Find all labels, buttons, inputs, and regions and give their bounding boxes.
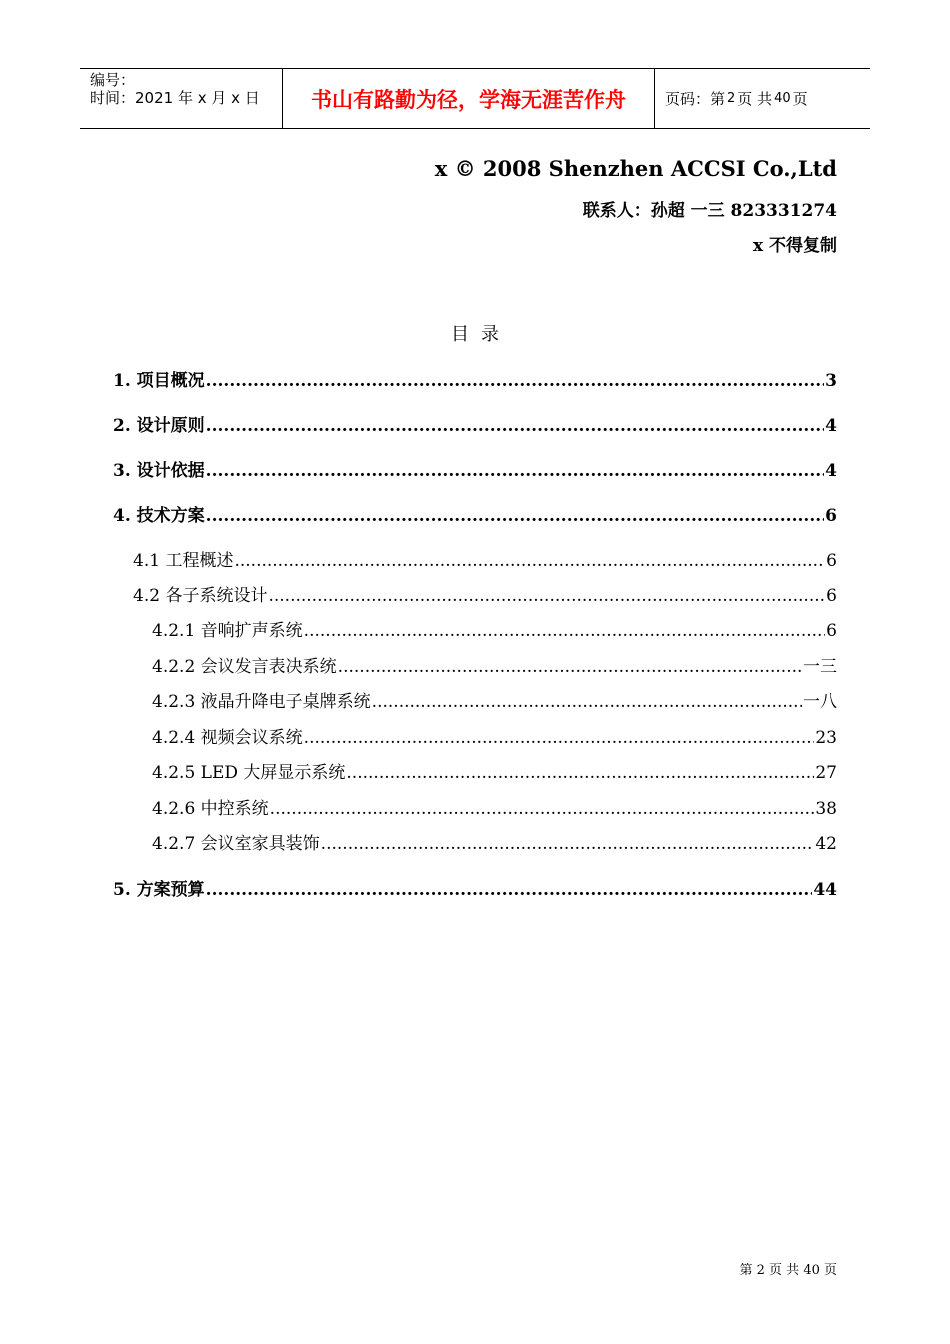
page-current: 2: [727, 91, 736, 106]
no-copy-notice: x 不得复制: [752, 236, 837, 256]
page-header: [80, 68, 870, 129]
toc-entry[interactable]: [113, 501, 837, 526]
toc-leader-dots: [206, 880, 813, 900]
toc-entry-page: 44: [813, 880, 837, 900]
toc-entry-label: 4.2.6 中控系统: [152, 799, 269, 819]
page-suffix: 页: [792, 90, 808, 108]
toc-entry-page: 6: [825, 506, 837, 526]
toc-entry[interactable]: [113, 456, 837, 481]
header-info-cell: [80, 69, 282, 128]
toc-entry-page: 3: [825, 371, 837, 391]
toc-entry-page: 6: [826, 586, 837, 606]
toc-entry-page: 一八: [803, 692, 837, 712]
toc-entry[interactable]: [152, 829, 837, 854]
header-motto: 书山有路勤为径，学海无涯苦作舟: [282, 69, 655, 128]
toc-entry[interactable]: [152, 758, 837, 783]
page-total: 40: [774, 91, 791, 106]
toc-entry[interactable]: [152, 723, 837, 748]
toc-entry-label: 5. 方案预算: [113, 880, 205, 900]
toc-entry[interactable]: [152, 687, 837, 712]
toc-entry-label: 4.2 各子系统设计: [133, 586, 268, 606]
toc-leader-dots: [206, 461, 824, 481]
toc-entry[interactable]: [133, 581, 837, 606]
toc-entry-label: 1. 项目概况: [113, 371, 205, 391]
toc-entry[interactable]: [152, 652, 837, 677]
toc-entry-label: 4.2.2 会议发言表决系统: [152, 657, 337, 677]
toc-entry[interactable]: [113, 366, 837, 391]
header-page-number: [655, 69, 870, 128]
toc-leader-dots: [338, 657, 802, 677]
toc-entry-page: 6: [826, 551, 837, 571]
toc-entry-label: 4.2.5 LED 大屏显示系统: [152, 763, 346, 783]
toc-entry-page: 23: [815, 728, 837, 748]
page-footer: 第 2 页 共 40 页: [739, 1263, 837, 1278]
toc-entry-label: 4.2.4 视频会议系统: [152, 728, 303, 748]
contact-line: 联系人：孙超 一三 823331274: [582, 201, 837, 221]
toc-entry-page: 27: [815, 763, 837, 783]
document-number-label: 编号：: [90, 71, 136, 89]
toc-entry-label: 4.2.3 液晶升降电子桌牌系统: [152, 692, 371, 712]
toc-leader-dots: [346, 763, 814, 783]
toc-entry[interactable]: [152, 794, 837, 819]
toc-leader-dots: [304, 621, 826, 641]
toc-leader-dots: [206, 416, 824, 436]
toc-leader-dots: [321, 834, 815, 854]
toc-leader-dots: [268, 586, 825, 606]
toc-entry-page: 4: [825, 416, 837, 436]
toc-entry-label: 4.1 工程概述: [133, 551, 234, 571]
toc-leader-dots: [372, 692, 802, 712]
toc-entry[interactable]: [152, 616, 837, 641]
toc-entry-page: 42: [815, 834, 837, 854]
toc-entry-label: 3. 设计依据: [113, 461, 205, 481]
document-time-label: 时间：2021 年 x 月 x 日: [90, 89, 260, 107]
toc-entry[interactable]: [113, 411, 837, 436]
toc-leader-dots: [234, 551, 825, 571]
toc-entry-page: 一三: [803, 657, 837, 677]
toc-entry-label: 4.2.1 音响扩声系统: [152, 621, 303, 641]
toc-title: 目录: [451, 324, 511, 345]
page-prefix: 页码：第: [665, 90, 726, 108]
toc-entry-page: 4: [825, 461, 837, 481]
page-mid: 页 共: [737, 90, 773, 108]
toc-entry-label: 2. 设计原则: [113, 416, 205, 436]
copyright-line: x © 2008 Shenzhen ACCSI Co.,Ltd: [434, 156, 837, 181]
toc-leader-dots: [206, 371, 824, 391]
toc-entry-label: 4.2.7 会议室家具装饰: [152, 834, 320, 854]
toc-entry[interactable]: [113, 875, 837, 900]
toc-leader-dots: [206, 506, 824, 526]
toc-entry-page: 6: [826, 621, 837, 641]
toc-entry-label: 4. 技术方案: [113, 506, 205, 526]
toc-entry[interactable]: [133, 546, 837, 571]
toc-entry-page: 38: [815, 799, 837, 819]
toc-leader-dots: [304, 728, 815, 748]
toc-leader-dots: [270, 799, 815, 819]
